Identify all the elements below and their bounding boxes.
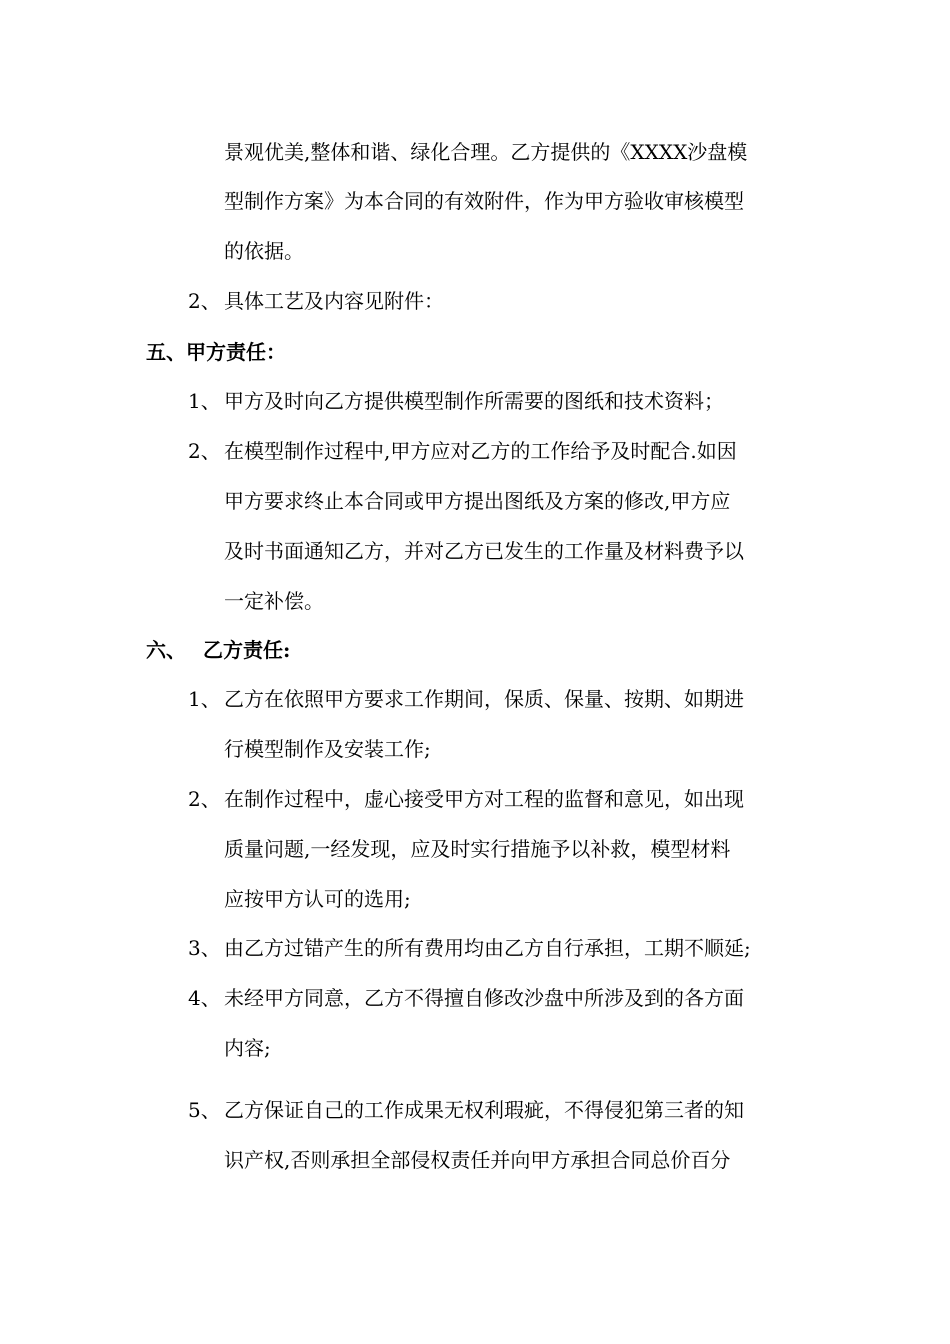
item-text: 未经甲方同意，乙方不得擅自修改沙盘中所涉及到的各方面 bbox=[224, 986, 744, 1010]
item-number: 4、 bbox=[188, 986, 221, 1010]
item-number: 3、 bbox=[188, 936, 221, 960]
section-heading-6-number: 六、 bbox=[146, 638, 186, 662]
item-text: 识产权,否则承担全部侵权责任并向甲方承担合同总价百分 bbox=[224, 1148, 731, 1172]
item-text: 应按甲方认可的选用; bbox=[224, 887, 411, 911]
item-text: 及时书面通知乙方，并对乙方已发生的工作量及材料费予以 bbox=[224, 539, 744, 563]
item-text: 内容; bbox=[224, 1036, 271, 1060]
intro-line-2: 型制作方案》为本合同的有效附件，作为甲方验收审核模型 bbox=[224, 189, 744, 213]
item-text: 乙方在依照甲方要求工作期间，保质、保量、按期、如期进 bbox=[224, 687, 744, 711]
item-number: 5、 bbox=[188, 1098, 221, 1122]
item-text: 质量问题,一经发现，应及时实行措施予以补救，模型材料 bbox=[224, 837, 731, 861]
item-text: 甲方及时向乙方提供模型制作所需要的图纸和技术资料； bbox=[224, 389, 724, 413]
item-text: 乙方保证自己的工作成果无权利瑕疵，不得侵犯第三者的知 bbox=[224, 1098, 744, 1122]
item-text: 具体工艺及内容见附件： bbox=[224, 289, 444, 313]
intro-line-3: 的依据。 bbox=[224, 239, 304, 263]
item-number: 1、 bbox=[188, 687, 221, 711]
section-heading-5: 五、甲方责任： bbox=[146, 340, 286, 364]
item-number: 2、 bbox=[188, 289, 221, 313]
item-number: 2、 bbox=[188, 787, 221, 811]
item-text: 在制作过程中，虚心接受甲方对工程的监督和意见，如出现 bbox=[224, 787, 744, 811]
item-text: 甲方要求终止本合同或甲方提出图纸及方案的修改,甲方应 bbox=[224, 489, 731, 513]
item-text: 行模型制作及安装工作; bbox=[224, 737, 431, 761]
section-heading-6: 乙方责任: bbox=[203, 638, 291, 662]
intro-line-1: 景观优美,整体和谐、绿化合理。乙方提供的《XXXX沙盘模 bbox=[224, 140, 748, 164]
item-text: 在模型制作过程中,甲方应对乙方的工作给予及时配合.如因 bbox=[224, 439, 737, 463]
item-number: 2、 bbox=[188, 439, 221, 463]
item-text: 一定补偿。 bbox=[224, 589, 324, 613]
item-number: 1、 bbox=[188, 389, 221, 413]
item-text: 由乙方过错产生的所有费用均由乙方自行承担，工期不顺延; bbox=[224, 936, 751, 960]
